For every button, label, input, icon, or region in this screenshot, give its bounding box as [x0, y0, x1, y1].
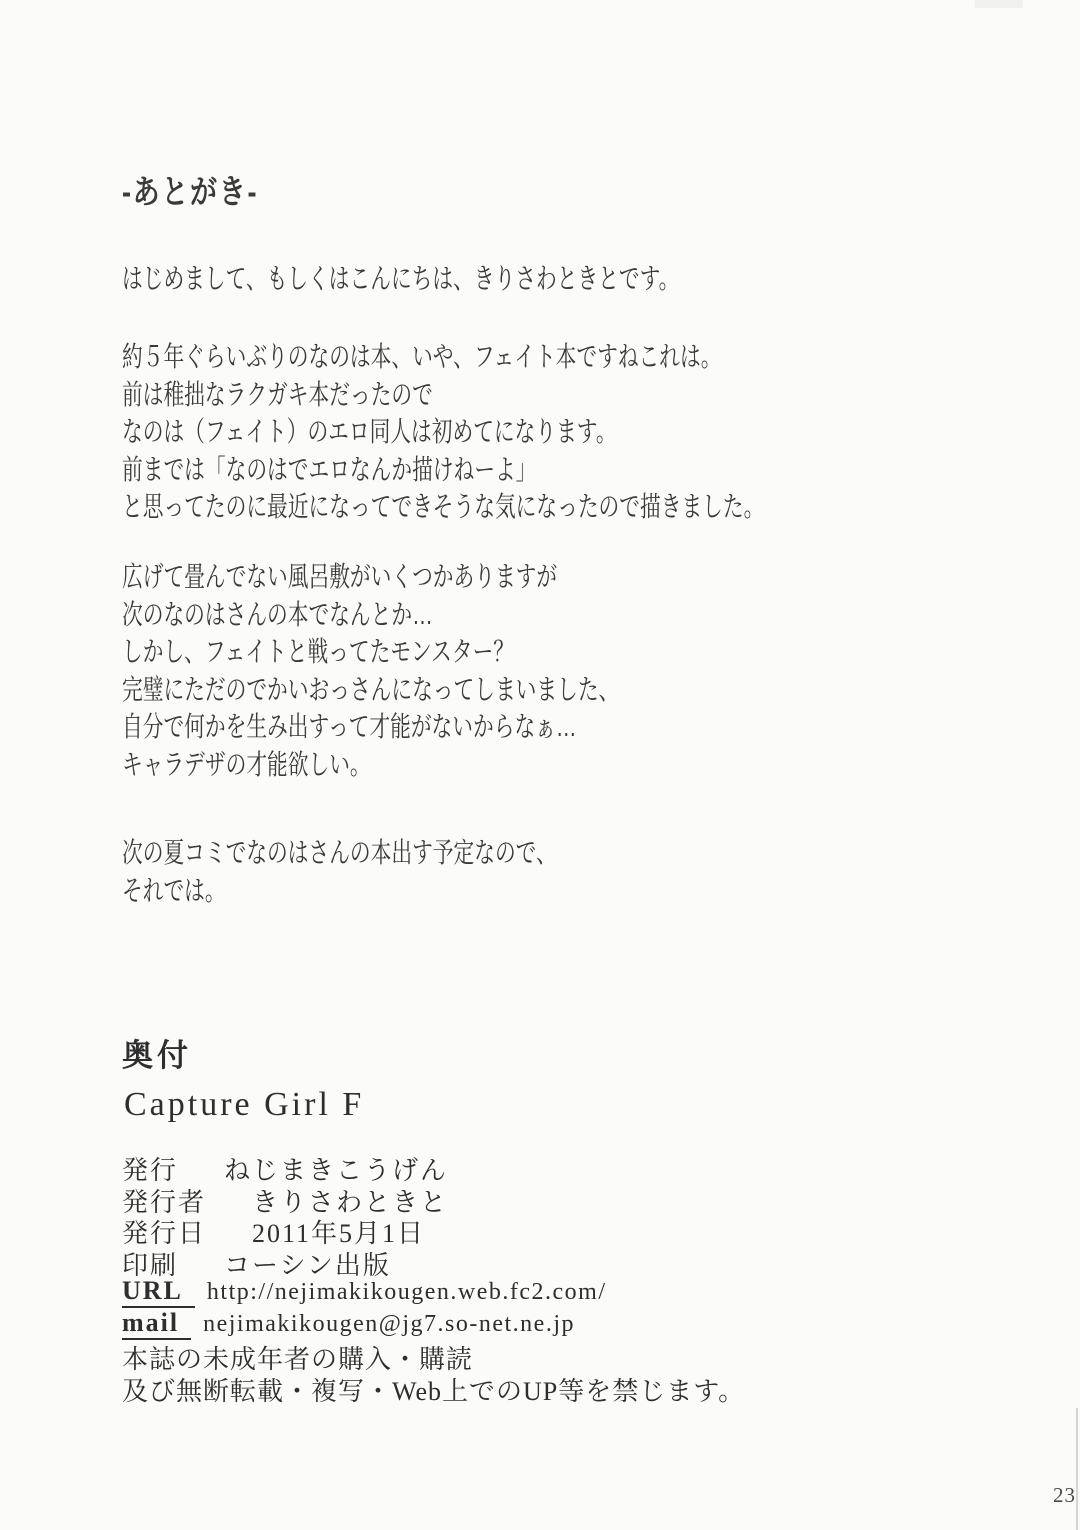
afterword-paragraph — [122, 260, 875, 298]
legal-notice-line: 及び無断転載・複写・Web上でのUP等を禁じます。 — [122, 1376, 746, 1406]
afterword-line: はじめまして、もしくはこんにちは、きりさわときとです。 — [122, 263, 680, 294]
colophon-field-author — [122, 1182, 745, 1217]
field-label: 発行者 — [122, 1187, 207, 1217]
afterword-line: 次のなのはさんの本でなんとか… — [122, 598, 433, 630]
afterword-line: 前までは「なのはでエロなんか描けねーよ」 — [122, 453, 537, 485]
page-number: 23 — [1053, 1483, 1076, 1507]
afterword-line: 前は稚拙なラクガキ本だったので — [122, 378, 433, 410]
afterword-line: 次の夏コミでなのはさんの本出す予定なので、 — [122, 837, 557, 868]
scan-edge-artifact — [1076, 1408, 1078, 1530]
field-label: mail — [122, 1308, 191, 1340]
afterword-line: しかし、フェイトと戦ってたモンスター？ — [122, 636, 515, 668]
colophon-field-publisher — [122, 1150, 745, 1185]
afterword-line: なのは（フェイト）のエロ同人は初めてになります。 — [122, 416, 617, 448]
book-title: Capture Girl F — [124, 1086, 365, 1123]
field-value: コーシン出版 — [224, 1250, 391, 1280]
field-label: 発行 — [122, 1156, 179, 1185]
afterword-line: 完璧にただのでかいおっさんになってしまいました、 — [122, 673, 620, 705]
field-value: 2011年5月1日 — [252, 1219, 426, 1248]
afterword-paragraph — [122, 338, 990, 526]
afterword-paragraph — [122, 834, 709, 909]
colophon-heading: 奥付 — [122, 1038, 192, 1073]
colophon-field-url — [122, 1276, 745, 1308]
afterword-line: キャラデザの才能欲しい。 — [122, 748, 371, 780]
website-url: http://nejimakikougen.web.fc2.com/ — [206, 1279, 607, 1305]
field-label: URL — [122, 1276, 195, 1308]
field-label: 発行日 — [122, 1219, 207, 1248]
field-value: ねじまきこうげん — [224, 1156, 449, 1185]
afterword-line: と思ってたのに最近になってできそうな気になったので描きました。 — [122, 491, 765, 523]
afterword-paragraph — [122, 558, 794, 784]
afterword-title: -あとがき- — [122, 173, 259, 210]
afterword-line: それでは。 — [122, 874, 226, 906]
legal-notice-line: 本誌の未成年者の購入・購読 — [122, 1345, 474, 1374]
field-label: 印刷 — [122, 1250, 179, 1280]
scan-artifact — [975, 0, 1023, 8]
afterword-line: 自分で何かを生み出すって才能がないからなぁ… — [122, 711, 577, 743]
afterword-line: 約５年ぐらいぶりのなのは本、いや、フェイト本ですねこれは。 — [122, 341, 722, 372]
field-value: きりさわときと — [252, 1187, 449, 1217]
colophon-field-printer — [122, 1245, 745, 1280]
afterword-line: 広げて畳んでない風呂敷がいくつかありますが — [122, 561, 558, 592]
email-address: nejimakikougen@jg7.so-net.ne.jp — [203, 1310, 575, 1337]
colophon-info — [122, 1150, 746, 1406]
colophon-field-mail — [122, 1308, 745, 1340]
